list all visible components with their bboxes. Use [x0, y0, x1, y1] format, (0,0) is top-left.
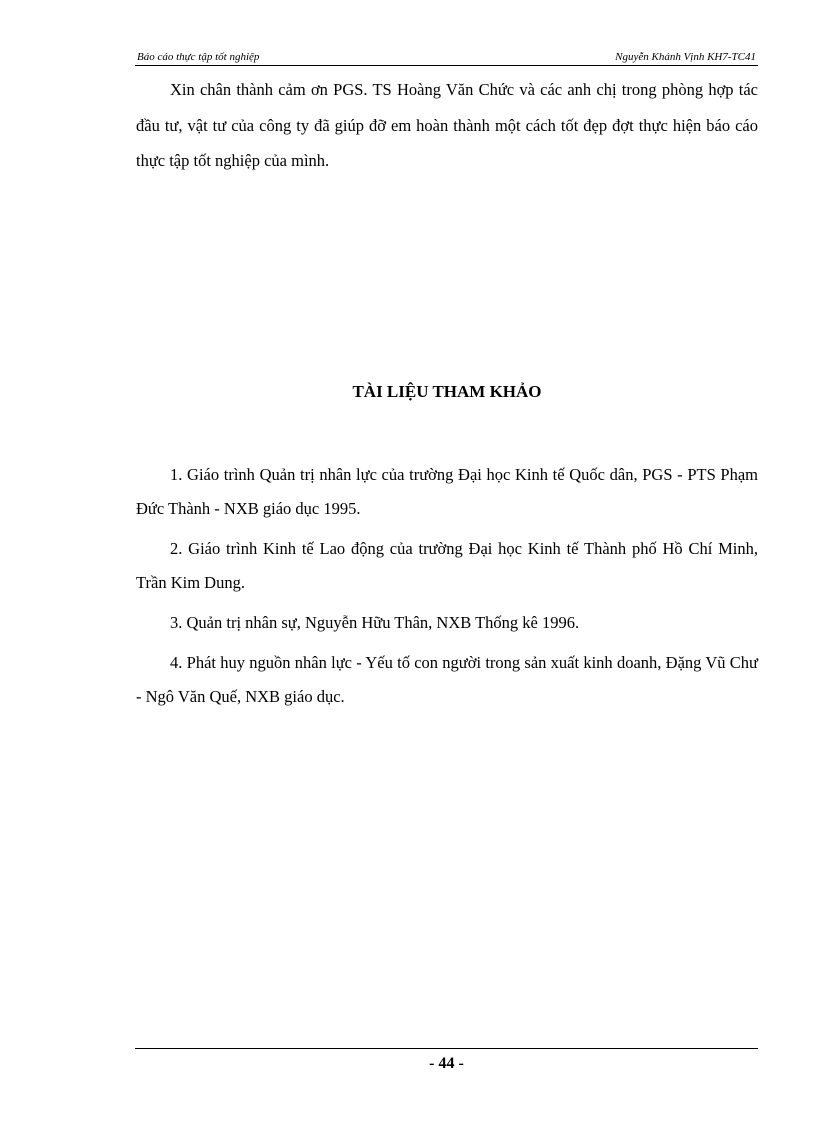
page-number: - 44 -: [429, 1055, 464, 1072]
header-report-title: Báo cáo thực tập tốt nghiệp: [137, 51, 260, 63]
reference-item-1: 1. Giáo trình Quản trị nhân lực của trường Đại học Kinh tế Quốc dân, PGS - PTS Phạm Đức Thành - NXB giáo dục 1995.: [136, 465, 758, 518]
reference-item-4: 4. Phát huy nguồn nhân lực - Yếu tố con người trong sản xuất kinh doanh, Đặng Vũ Chư - Ngô Văn Quế, NXB giáo dục.: [136, 653, 758, 706]
acknowledgement-paragraph: Xin chân thành cảm ơn PGS. TS Hoàng Văn Chức và các anh chị trong phòng hợp tác đầu tư, vật tư của công ty đã giúp đỡ em hoàn thành một cách tốt đẹp đợt thực hiện báo cáo thực tập tốt nghiệp của mình.: [136, 80, 758, 170]
reference-item-2: 2. Giáo trình Kinh tế Lao động của trường Đại học Kinh tế Thành phố Hồ Chí Minh, Trần Kim Dung.: [136, 539, 758, 592]
page-header: [135, 49, 758, 66]
references-heading: TÀI LIỆU THAM KHẢO: [352, 382, 542, 401]
reference-item-3: 3. Quản trị nhân sự, Nguyễn Hữu Thân, NXB Thống kê 1996.: [170, 613, 580, 632]
footer-divider: [135, 1048, 758, 1049]
header-author: Nguyễn Khánh Vịnh KH7-TC41: [615, 51, 756, 63]
references-list: [136, 458, 758, 720]
